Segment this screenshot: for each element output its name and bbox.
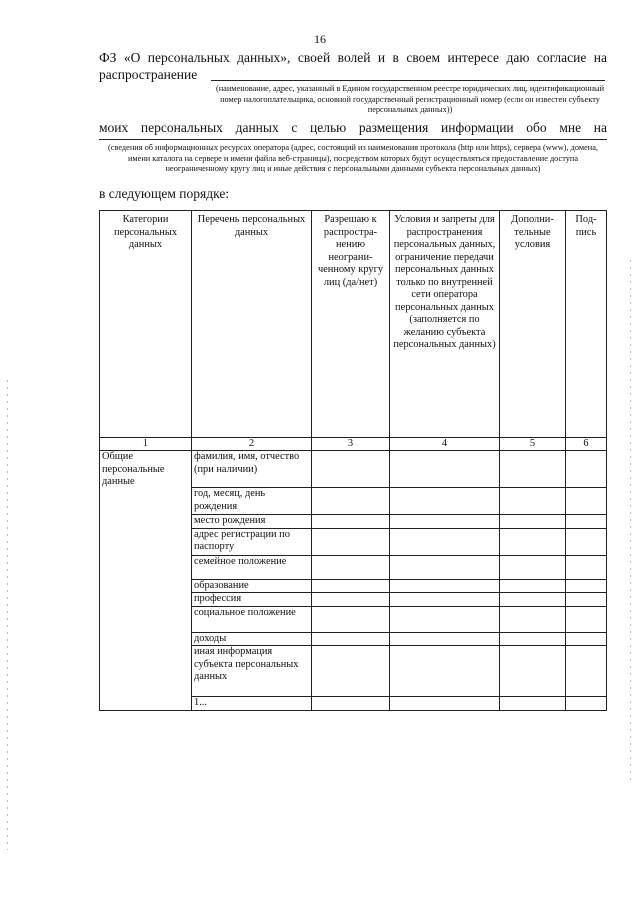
permission-cell[interactable] bbox=[312, 606, 390, 632]
column-number: 5 bbox=[500, 438, 566, 451]
scan-noise-right bbox=[630, 260, 631, 780]
conditions-cell[interactable] bbox=[390, 606, 500, 632]
additional-cell[interactable] bbox=[500, 697, 566, 711]
additional-cell[interactable] bbox=[500, 451, 566, 488]
item-income: доходы bbox=[192, 632, 312, 646]
operator-name-hint: (наименование, адрес, указанный в Едином государственном реестре юридических лиц, идентификационный номер налогоплательщика, основной государственный регистрационный номер (если он известен субъекту персональных данных)) bbox=[215, 84, 605, 114]
item-education: образование bbox=[192, 579, 312, 593]
column-number: 3 bbox=[312, 438, 390, 451]
additional-cell[interactable] bbox=[500, 515, 566, 529]
signature-cell[interactable] bbox=[566, 632, 607, 646]
consent-text-line-4: в следующем порядке: bbox=[99, 186, 230, 201]
permission-cell[interactable] bbox=[312, 528, 390, 555]
signature-cell[interactable] bbox=[566, 515, 607, 529]
header-list: Перечень персональных данных bbox=[192, 211, 312, 438]
header-conditions: Условия и запреты для распространения персональных данных, ограничение передачи персональных данных только по внутренней сети оператора персональных данных (заполняется по желанию субъекта персональных данных) bbox=[390, 211, 500, 438]
conditions-cell[interactable] bbox=[390, 451, 500, 488]
column-number: 2 bbox=[192, 438, 312, 451]
item-registration-address: адрес регистрации по паспорту bbox=[192, 528, 312, 555]
permission-cell[interactable] bbox=[312, 579, 390, 593]
additional-cell[interactable] bbox=[500, 593, 566, 607]
permission-cell[interactable] bbox=[312, 451, 390, 488]
header-additional: Дополни-тельные условия bbox=[500, 211, 566, 438]
category-cell: Общие персональные данные bbox=[100, 451, 192, 711]
consent-text-line-1: ФЗ «О персональных данных», своей волей и в своем интересе даю согласие на bbox=[99, 50, 607, 65]
additional-cell[interactable] bbox=[500, 579, 566, 593]
consent-text-line-3: моих персональных данных с целью размещения информации обо мне на bbox=[99, 120, 607, 135]
item-full-name: фамилия, имя, отчество (при наличии) bbox=[192, 451, 312, 488]
conditions-cell[interactable] bbox=[390, 632, 500, 646]
page-number: 16 bbox=[314, 32, 326, 46]
signature-cell[interactable] bbox=[566, 593, 607, 607]
conditions-cell[interactable] bbox=[390, 488, 500, 515]
conditions-cell[interactable] bbox=[390, 515, 500, 529]
conditions-cell[interactable] bbox=[390, 579, 500, 593]
header-categories: Категории персональных данных bbox=[100, 211, 192, 438]
column-number: 6 bbox=[566, 438, 607, 451]
signature-cell[interactable] bbox=[566, 697, 607, 711]
additional-cell[interactable] bbox=[500, 488, 566, 515]
permission-cell[interactable] bbox=[312, 555, 390, 579]
consent-text-line-2: распространение bbox=[99, 67, 198, 82]
signature-cell[interactable] bbox=[566, 579, 607, 593]
item-social-status: социальное положение bbox=[192, 606, 312, 632]
additional-cell[interactable] bbox=[500, 646, 566, 697]
signature-cell[interactable] bbox=[566, 555, 607, 579]
permission-cell[interactable] bbox=[312, 632, 390, 646]
item-marital-status: семейное положение bbox=[192, 555, 312, 579]
column-number: 1 bbox=[100, 438, 192, 451]
header-signature: Под-пись bbox=[566, 211, 607, 438]
conditions-cell[interactable] bbox=[390, 593, 500, 607]
column-number: 4 bbox=[390, 438, 500, 451]
header-permission: Разрешаю к распростра-нению неограни-ченному кругу лиц (да/нет) bbox=[312, 211, 390, 438]
permission-cell[interactable] bbox=[312, 488, 390, 515]
signature-cell[interactable] bbox=[566, 451, 607, 488]
item-birth-date: год, месяц, день рождения bbox=[192, 488, 312, 515]
operator-name-field[interactable] bbox=[211, 80, 605, 81]
permission-cell[interactable] bbox=[312, 646, 390, 697]
additional-cell[interactable] bbox=[500, 555, 566, 579]
item-additional-entry: 1... bbox=[192, 697, 312, 711]
signature-cell[interactable] bbox=[566, 528, 607, 555]
resource-info-field[interactable] bbox=[99, 139, 607, 140]
conditions-cell[interactable] bbox=[390, 646, 500, 697]
conditions-cell[interactable] bbox=[390, 555, 500, 579]
signature-cell[interactable] bbox=[566, 646, 607, 697]
conditions-cell[interactable] bbox=[390, 528, 500, 555]
item-profession: профессия bbox=[192, 593, 312, 607]
scan-noise-left bbox=[7, 380, 8, 850]
permission-cell[interactable] bbox=[312, 697, 390, 711]
signature-cell[interactable] bbox=[566, 606, 607, 632]
conditions-cell[interactable] bbox=[390, 697, 500, 711]
additional-cell[interactable] bbox=[500, 528, 566, 555]
signature-cell[interactable] bbox=[566, 488, 607, 515]
resource-info-hint: (сведения об информационных ресурсах оператора (адрес, состоящий из наименования протокола (http или https), сервера (www), домена, имени каталога на сервере и имени файла веб-страницы), посредством которых будут осуществляться предоставление доступа неограниченному кругу лиц и иные действия с персональными данными субъекта персональных данных) bbox=[108, 143, 598, 173]
additional-cell[interactable] bbox=[500, 606, 566, 632]
permission-cell[interactable] bbox=[312, 515, 390, 529]
permission-cell[interactable] bbox=[312, 593, 390, 607]
consent-table bbox=[99, 210, 607, 711]
item-other-info: иная информация субъекта персональных данных bbox=[192, 646, 312, 697]
item-birth-place: место рождения bbox=[192, 515, 312, 529]
additional-cell[interactable] bbox=[500, 632, 566, 646]
